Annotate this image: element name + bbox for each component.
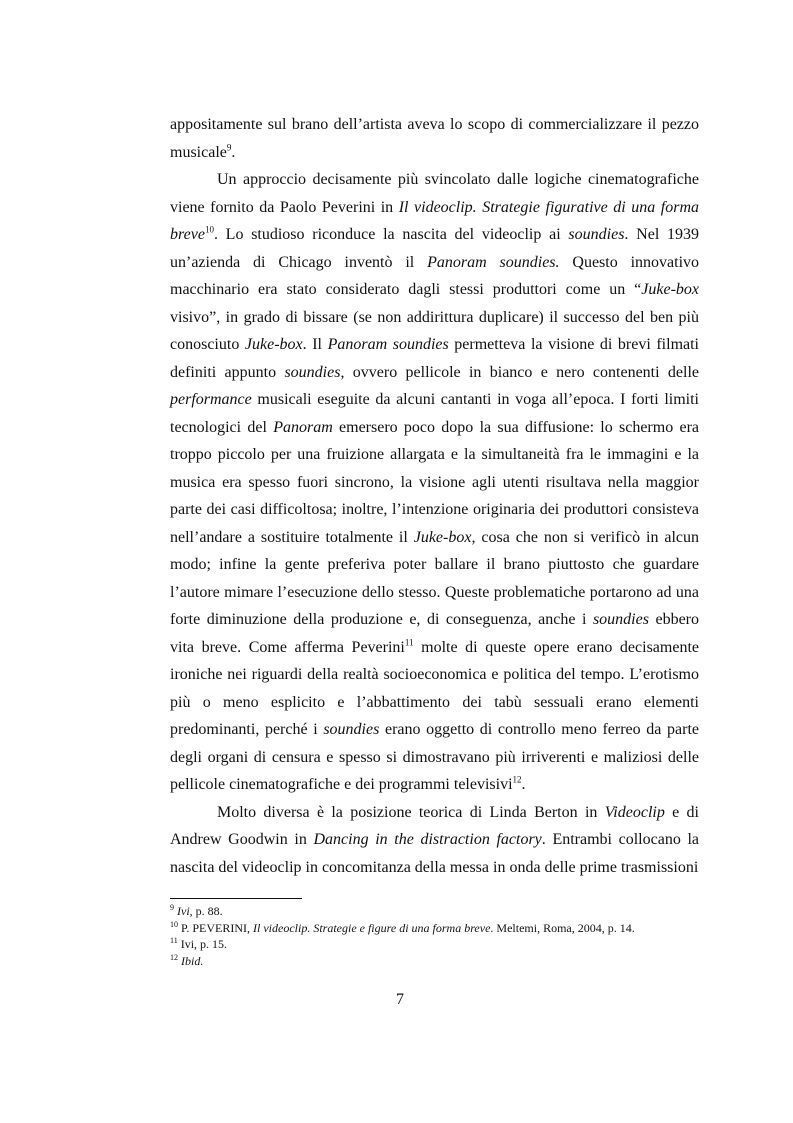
text-run: P. PEVERINI,: [181, 920, 254, 935]
footnote-number: 11: [170, 936, 178, 945]
footnote-reference: 9: [226, 142, 232, 153]
paragraph: [170, 166, 699, 799]
footnote-separator: [170, 898, 302, 899]
text-run: . Entrambi collocano la nascita del videoclip in concomitanza della messa in onda delle prime trasmissioni: [170, 831, 700, 876]
italic-text: Il videoclip. Strategie figurative di una forma breve: [170, 198, 699, 243]
footnote-reference: 12: [512, 774, 522, 785]
text-run: , ovvero pellicole in bianco e nero contenenti delle: [340, 363, 699, 381]
text-run: .: [231, 143, 236, 161]
text-run: . Il: [302, 336, 328, 353]
text-run: erano oggetto di controllo meno ferreo da parte degli organi di censura e spesso si dimostravano più irriverenti e maliziosi delle pellicole cinematografiche e dei programmi televisivi: [170, 721, 700, 793]
italic-text: soundies: [568, 226, 625, 243]
italic-text: soundies: [323, 721, 380, 738]
text-run: Molto diversa è la posizione teorica di Linda Berton in: [217, 803, 605, 821]
italic-text: Ivi: [177, 904, 190, 918]
text-run: . Meltemi, Roma, 2004, p. 14.: [490, 920, 635, 935]
footnote-reference: 11: [404, 637, 414, 648]
italic-text: soundies: [592, 611, 649, 628]
text-run: Ivi, p. 15.: [180, 937, 228, 951]
italic-text: Dancing in the distraction factory: [313, 831, 542, 848]
text-run: visivo”, in grado di bissare (se non addirittura duplicare) il successo del ben più conosciuto: [170, 308, 699, 353]
footnote: [170, 903, 730, 920]
italic-text: Juke-box: [244, 336, 303, 353]
footnote-number: 9: [170, 903, 174, 912]
text-run: . Lo studioso riconduce la nascita del videoclip ai: [213, 226, 569, 243]
paragraph: [170, 111, 699, 166]
text-run: ebbero vita breve. Come afferma Peverini: [170, 611, 700, 656]
text-run: emersero poco dopo la sua diffusione: lo schermo era troppo piccolo per una fruizione allargata e la simultaneità fra le immagini e la musica era spesso fuori sincrono, la visione agli utenti risultava nella maggior parte dei casi difficoltosa; inoltre, l’intenzione originaria dei produttori consisteva nell’andare a sostituire totalmente il: [170, 418, 699, 546]
text-run: , p. 88.: [189, 904, 223, 918]
page-number: 7: [396, 991, 404, 1008]
text-run: . Nel 1939 un’azienda di Chicago inventò il: [170, 226, 700, 271]
text-run: e di Andrew Goodwin in: [170, 803, 699, 848]
text-run: Questo innovativo macchinario era stato considerato dagli stessi produttori come un “: [170, 253, 700, 298]
italic-text: Videoclip: [604, 803, 665, 821]
text-run: permetteva la visione di brevi filmati definiti appunto: [170, 336, 699, 381]
footnote-number: 12: [170, 952, 178, 962]
body-text: [170, 111, 699, 881]
text-run: Un approccio decisamente più svincolato dalle logiche cinematografiche viene fornito da Paolo Peverini in: [170, 171, 699, 216]
italic-text: Panoram soundies: [327, 336, 449, 353]
italic-text: Ibid.: [181, 953, 204, 968]
footnote: [170, 953, 730, 970]
italic-text: performance: [170, 391, 252, 408]
text-run: appositamente sul brano dell’artista aveva lo scopo di commercializzare il pezzo musicale: [170, 116, 699, 161]
footnote-reference: 10: [204, 224, 214, 235]
italic-text: soundies: [284, 363, 341, 381]
italic-text: Panoram soundies.: [427, 253, 560, 271]
paragraph: [170, 799, 699, 882]
footnote: [170, 936, 730, 953]
text-run: .: [521, 776, 526, 793]
text-run: musicali eseguite da alcuni cantanti in voga all’epoca. I forti limiti tecnologici del: [170, 391, 699, 436]
text-run: cosa che non si verificò in alcun modo; infine la gente preferiva poter ballare il brano piuttosto che guardare l’autore mimare l’esecuzione dello stesso. Queste problematiche portarono ad una forte diminuzione della produzione e, di conseguenza, anche i: [170, 528, 699, 628]
italic-text: Juke-box,: [413, 528, 476, 546]
footnote: [170, 920, 730, 937]
footnote-number: 10: [170, 919, 178, 929]
italic-text: Panoram: [273, 418, 333, 436]
italic-text: Juke-box: [641, 281, 699, 298]
italic-text: Il videoclip. Strategie e figure di una forma breve: [253, 920, 491, 935]
footnotes: [170, 903, 730, 969]
text-run: molte di queste opere erano decisamente ironiche nei riguardi della realtà socioeconomica e politica del tempo. L’erotismo più o meno esplicito e l’abbattimento dei tabù sessuali erano elementi predominanti, perché i: [170, 638, 700, 738]
